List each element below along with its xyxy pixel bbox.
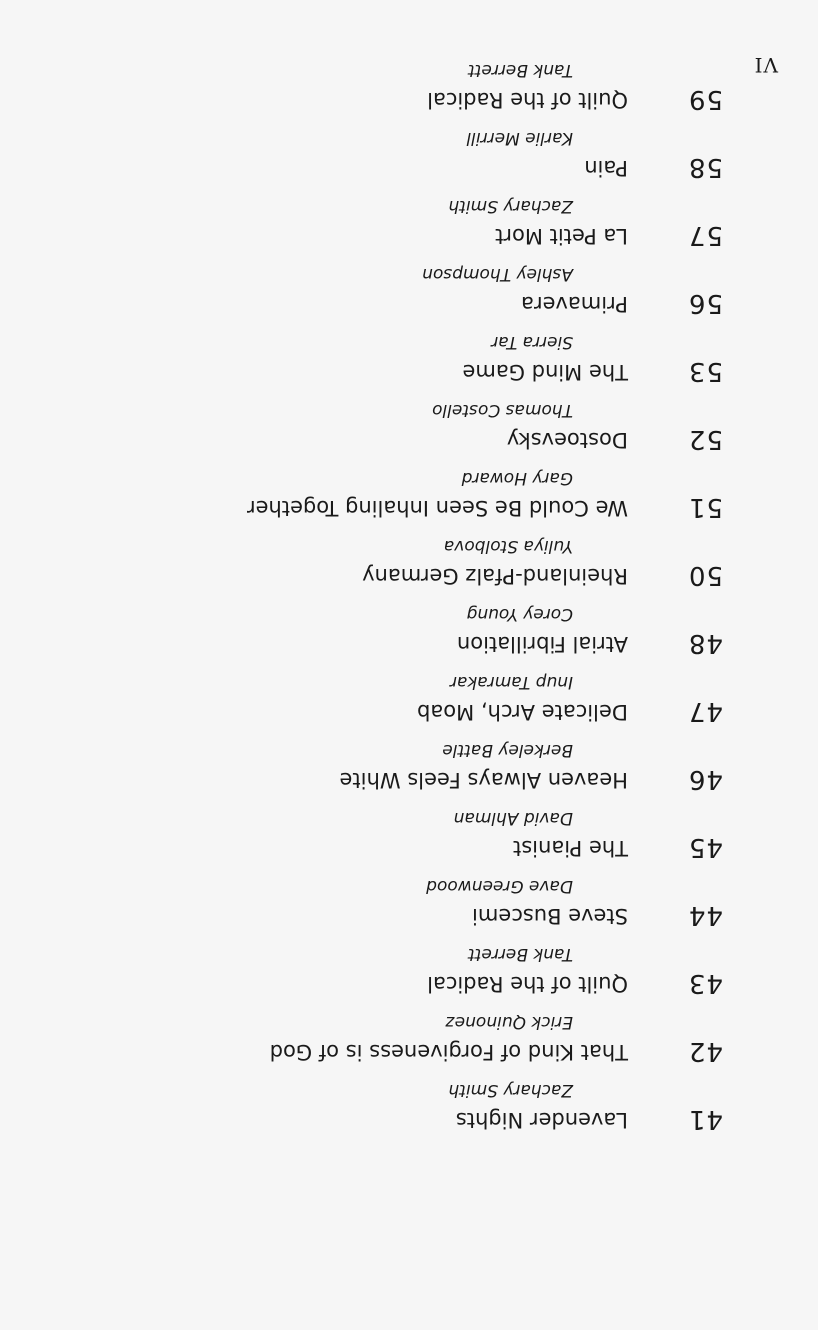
entry-author: Karlie Merrill <box>466 128 573 148</box>
entry-author: Erick Quinonez <box>445 1012 573 1032</box>
entry-page-number: 56 <box>687 288 723 318</box>
toc-entry <box>89 47 723 115</box>
page-folio: VI <box>753 53 778 77</box>
entry-title: Quilt of the Radical <box>427 88 628 112</box>
entry-page-number: 47 <box>687 696 723 726</box>
entry-title: The Pianist <box>513 836 628 860</box>
entry-author: David Ahlman <box>453 808 573 828</box>
entry-author: Yuliya Stolbova <box>443 536 573 556</box>
toc-entry <box>89 523 723 591</box>
toc-entry <box>89 659 723 727</box>
toc-entry <box>89 999 723 1067</box>
toc-entry <box>89 863 723 931</box>
entry-author: Dave Greenwood <box>426 876 573 896</box>
toc-entry <box>89 115 723 183</box>
entry-title: Lavender Nights <box>455 1108 628 1132</box>
entry-author: Gary Howard <box>461 468 573 488</box>
toc-entry <box>89 591 723 659</box>
entry-title: Atrial Fibrillation <box>456 632 628 656</box>
entry-title: Dostoevsky <box>506 428 628 452</box>
entry-title: Heaven Always Feels White <box>339 768 628 792</box>
entry-author: Thomas Costello <box>432 400 573 420</box>
entry-title: Rheinland-Pfalz Germany <box>362 564 628 588</box>
entry-author: Ashley Thompson <box>422 264 573 284</box>
entry-title: La Petit Mort <box>495 224 628 248</box>
entry-title: Primavera <box>521 292 628 316</box>
entry-author: Zachary Smith <box>448 1080 573 1100</box>
toc-entry <box>89 1067 723 1135</box>
entry-title: That Kind of Forgiveness is of God <box>269 1040 628 1064</box>
entry-author: Sierra Tar <box>491 332 573 352</box>
entry-page-number: 44 <box>687 900 723 930</box>
entry-page-number: 45 <box>687 832 723 862</box>
entry-page-number: 50 <box>687 560 723 590</box>
toc-entry <box>89 795 723 863</box>
entry-title: Pain <box>584 156 628 180</box>
entry-title: The Mind Game <box>462 360 628 384</box>
toc-entry <box>89 931 723 999</box>
entry-page-number: 41 <box>687 1104 723 1134</box>
entry-author: Tank Berrett <box>468 60 573 80</box>
toc-entry <box>89 319 723 387</box>
entry-page-number: 53 <box>687 356 723 386</box>
entry-title: Delicate Arch, Moab <box>417 700 628 724</box>
toc-entry <box>89 251 723 319</box>
toc-entry <box>89 727 723 795</box>
entry-title: We Could Be Seen Inhaling Together <box>246 496 628 520</box>
table-of-contents <box>89 47 723 1135</box>
entry-page-number: 52 <box>687 424 723 454</box>
entry-page-number: 42 <box>687 1036 723 1066</box>
entry-author: Berkeley Battle <box>442 740 573 760</box>
toc-entry <box>89 387 723 455</box>
entry-page-number: 59 <box>687 84 723 114</box>
entry-author: Inup Tamrakar <box>450 672 573 692</box>
entry-author: Zachary Smith <box>448 196 573 216</box>
entry-page-number: 46 <box>687 764 723 794</box>
entry-title: Steve Buscemi <box>472 904 628 928</box>
toc-entry <box>89 455 723 523</box>
entry-author: Corey Young <box>466 604 573 624</box>
toc-entry <box>89 183 723 251</box>
entry-page-number: 43 <box>687 968 723 998</box>
entry-author: Tank Berrett <box>468 944 573 964</box>
entry-page-number: 58 <box>687 152 723 182</box>
entry-title: Quilt of the Radical <box>427 972 628 996</box>
entry-page-number: 51 <box>687 492 723 522</box>
entry-page-number: 48 <box>687 628 723 658</box>
entry-page-number: 57 <box>687 220 723 250</box>
